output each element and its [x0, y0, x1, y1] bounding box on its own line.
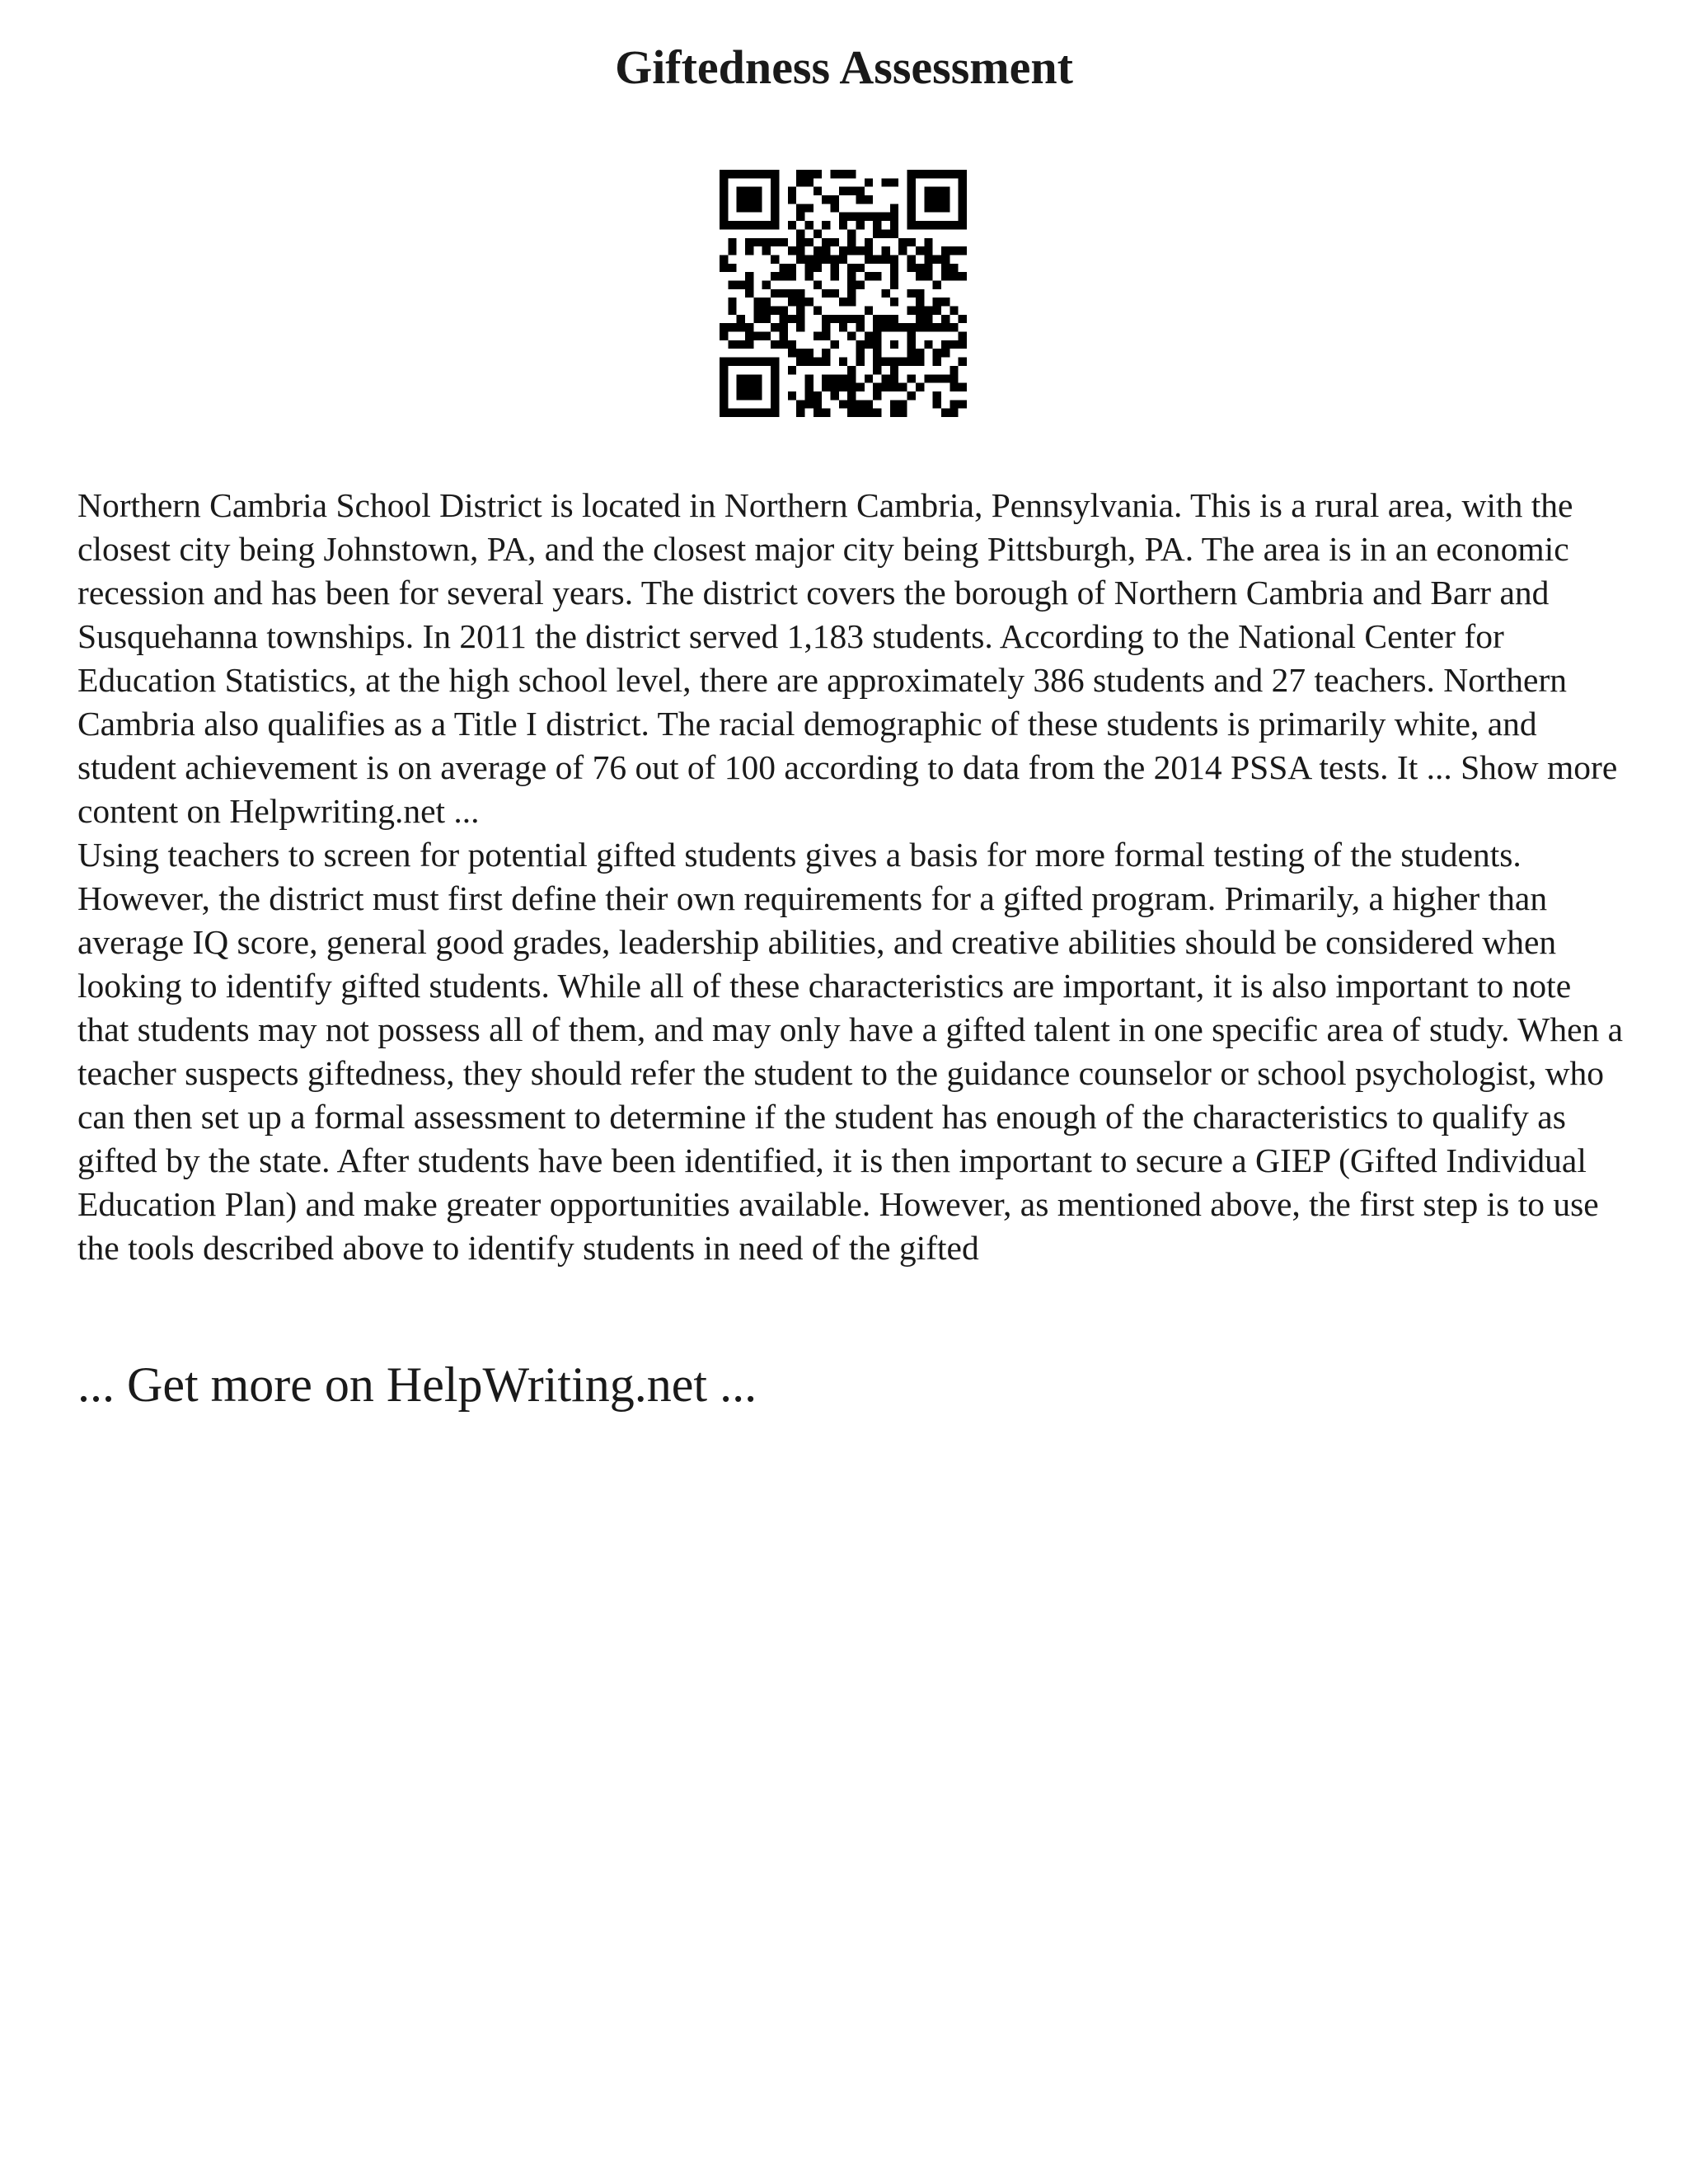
page-title: Giftedness Assessment — [615, 40, 1073, 94]
paragraph-screening: Using teachers to screen for potential gifted students gives a basis for more formal testing of the students. However, the district must first define their own requirements for a gifted program. Primarily, a higher than average IQ score, general good grades, leadership abilities, and creative abilities should be considered when looking to identify gifted students. While all of these characteristics are important, it is also important to note that students may not possess all of them, and may only have a gifted talent in one specific area of study. When a teacher suspects giftedness, they should refer the student to the guidance counselor or school psychologist, who can then set up a formal assessment to determine if the student has enough of the characteristics to qualify as gifted by the state. After students have been identified, it is then important to secure a GIEP (Gifted Individual Education Plan) and make greater opportunities available. However, as mentioned above, the first step is to use the tools described above to identify students in need of the gifted — [77, 836, 1624, 1267]
article-body — [77, 484, 1627, 1270]
paragraph-district-overview: Northern Cambria School District is located in Northern Cambria, Pennsylvania. This is a rural area, with the closest city being Johnstown, PA, and the closest major city being Pittsburgh, PA. The area is in an economic recession and has been for several years. The district covers the borough of Northern Cambria and Barr and Susquehanna townships. In 2011 the district served 1,183 students. According to the National Center for Education Statistics, at the high school level, there are approximately 386 students and 27 teachers. Northern Cambria also qualifies as a Title I district. The racial demographic of these students is primarily white, and student achievement is on average of 76 out of 100 according to data from the 2014 PSSA tests. It ... Show more content on Helpwriting.net ... — [77, 486, 1618, 830]
qr-code-icon — [720, 170, 967, 417]
get-more-link[interactable]: ... Get more on HelpWriting.net ... — [77, 1357, 757, 1412]
qr-code-graphic — [720, 170, 967, 417]
